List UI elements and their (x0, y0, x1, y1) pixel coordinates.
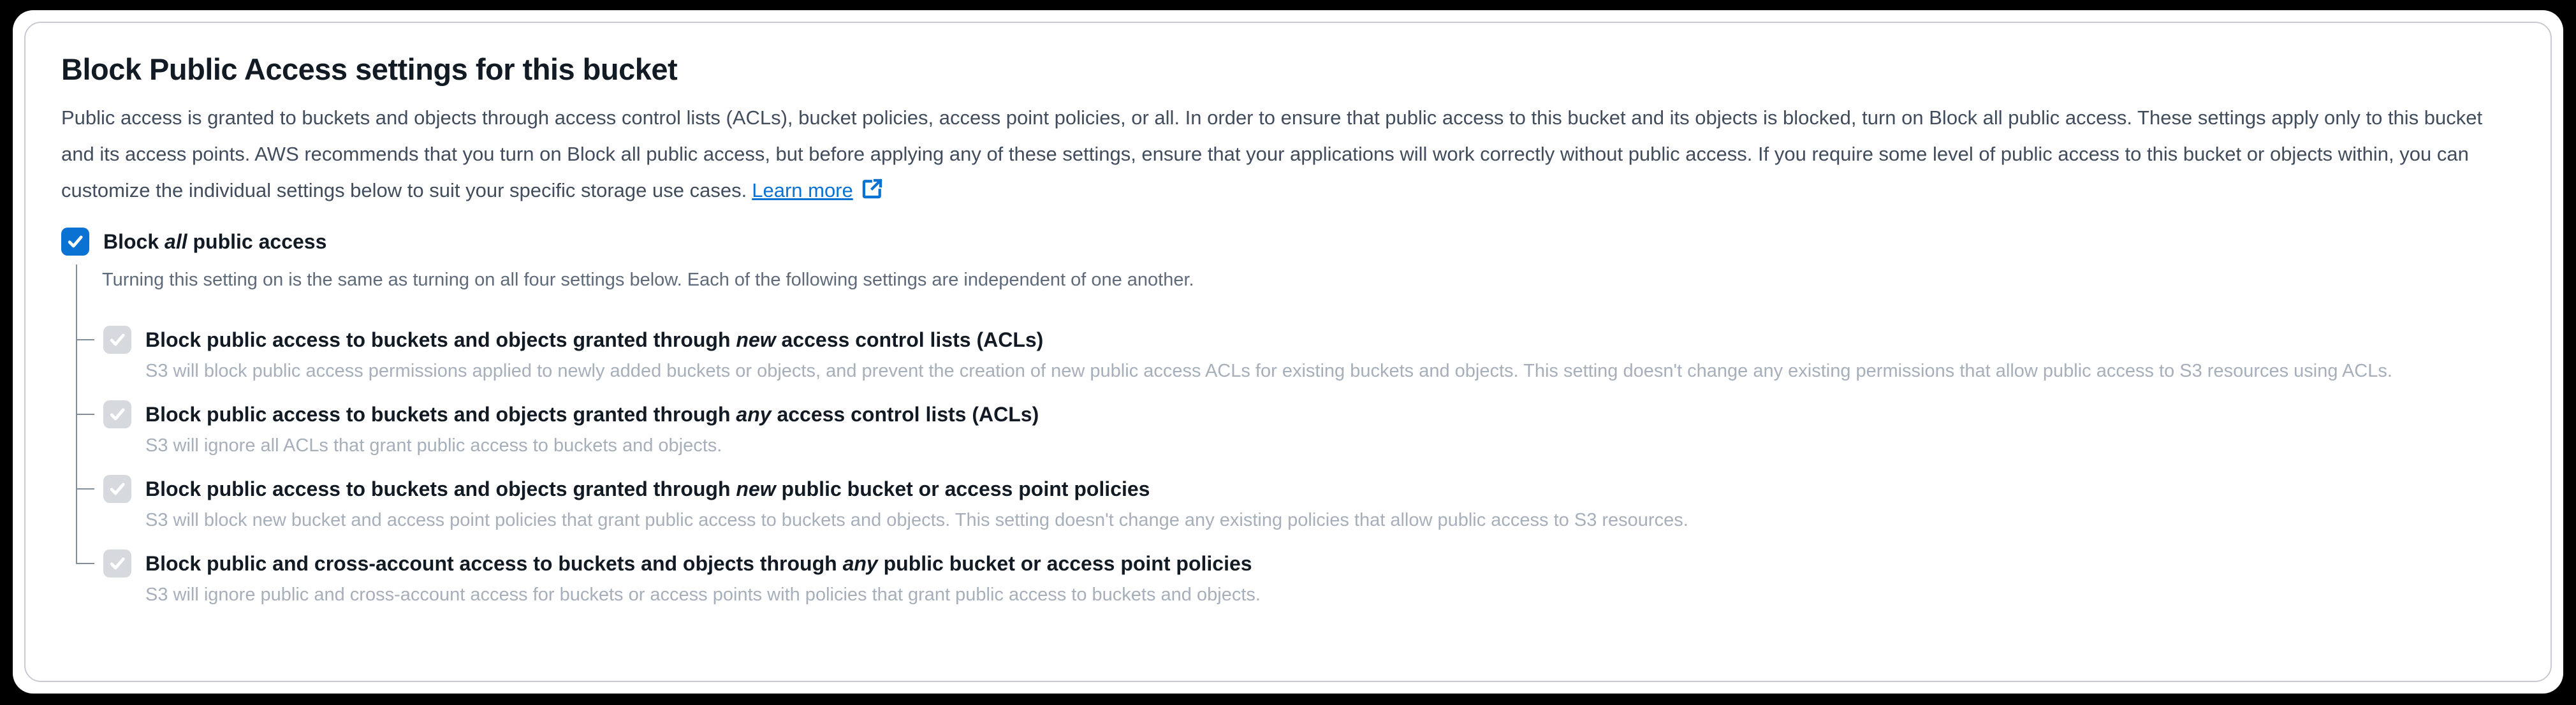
main-setting-row (61, 228, 2515, 256)
checkbox-sub-setting-disabled (103, 326, 131, 354)
sub-setting-description: S3 will ignore public and cross-account access for buckets or access points with policies that grant public access to buckets and objects. (145, 585, 1261, 605)
sub-settings-list (61, 326, 2515, 610)
sub-setting-row (61, 326, 2515, 386)
sub-setting-label: Block public access to buckets and objects granted through new access control lists (ACLs) (145, 328, 1044, 351)
sub-setting-description: S3 will block public access permissions applied to newly added buckets or objects, and prevent the creation of new public access ACLs for existing buckets and objects. This setting doesn't change any existing permissions that allow public access to S3 resources using ACLs. (145, 361, 2392, 381)
tree-branch-line (77, 339, 94, 340)
checkbox-sub-setting-disabled (103, 400, 131, 428)
tree-branch-line (77, 488, 94, 490)
bpa-card (13, 10, 2563, 694)
sub-setting-row (61, 549, 2515, 610)
checkbox-sub-setting-disabled (103, 475, 131, 503)
sub-setting-row (61, 400, 2515, 461)
main-setting-label[interactable]: Block all public access (103, 230, 327, 253)
checkbox-block-all-public-access[interactable] (61, 228, 89, 256)
panel-title: Block Public Access settings for this bucket (61, 52, 678, 86)
sub-setting-label: Block public and cross-account access to buckets and objects through any public bucket or access point policies (145, 552, 1252, 575)
checkmark-icon (107, 330, 128, 350)
sub-setting-label: Block public access to buckets and objects granted through any access control lists (ACLs) (145, 403, 1039, 426)
main-setting-caption: Turning this setting on is the same as turning on all four settings below. Each of the following settings are independent of one another. (102, 270, 1194, 290)
checkmark-icon (65, 231, 85, 252)
sub-setting-description: S3 will block new bucket and access point policies that grant public access to buckets and objects. This setting doesn't change any existing policies that allow public access to S3 resources. (145, 510, 1688, 530)
panel-description-text: Public access is granted to buckets and objects through access control lists (ACLs), bucket policies, access point policies, or all. In order to ensure that public access to this bucket and its objects is blocked, turn on Block all public access. These settings apply only to this bucket and its access points. AWS recommends that you turn on Block all public access, but before applying any of these settings, ensure that your applications will work correctly without public access. If you require some level of public access to this bucket or objects within, you can customize the individual settings below to suit your specific storage use cases. (61, 106, 2483, 201)
sub-setting-row (61, 475, 2515, 535)
checkmark-icon (107, 404, 128, 425)
bpa-panel (24, 22, 2552, 682)
checkbox-sub-setting-disabled (103, 549, 131, 578)
learn-more-label: Learn more (752, 179, 853, 201)
sub-setting-label: Block public access to buckets and objects granted through new public bucket or access point policies (145, 477, 1150, 500)
checkmark-icon (107, 479, 128, 499)
learn-more-link[interactable] (752, 179, 884, 201)
tree-branch-line (77, 414, 94, 415)
external-link-icon (861, 177, 884, 200)
tree-branch-line (77, 563, 94, 564)
sub-setting-description: S3 will ignore all ACLs that grant public access to buckets and objects. (145, 435, 722, 456)
checkmark-icon (107, 553, 128, 574)
panel-description (61, 99, 2515, 208)
tree-region (61, 262, 2515, 610)
